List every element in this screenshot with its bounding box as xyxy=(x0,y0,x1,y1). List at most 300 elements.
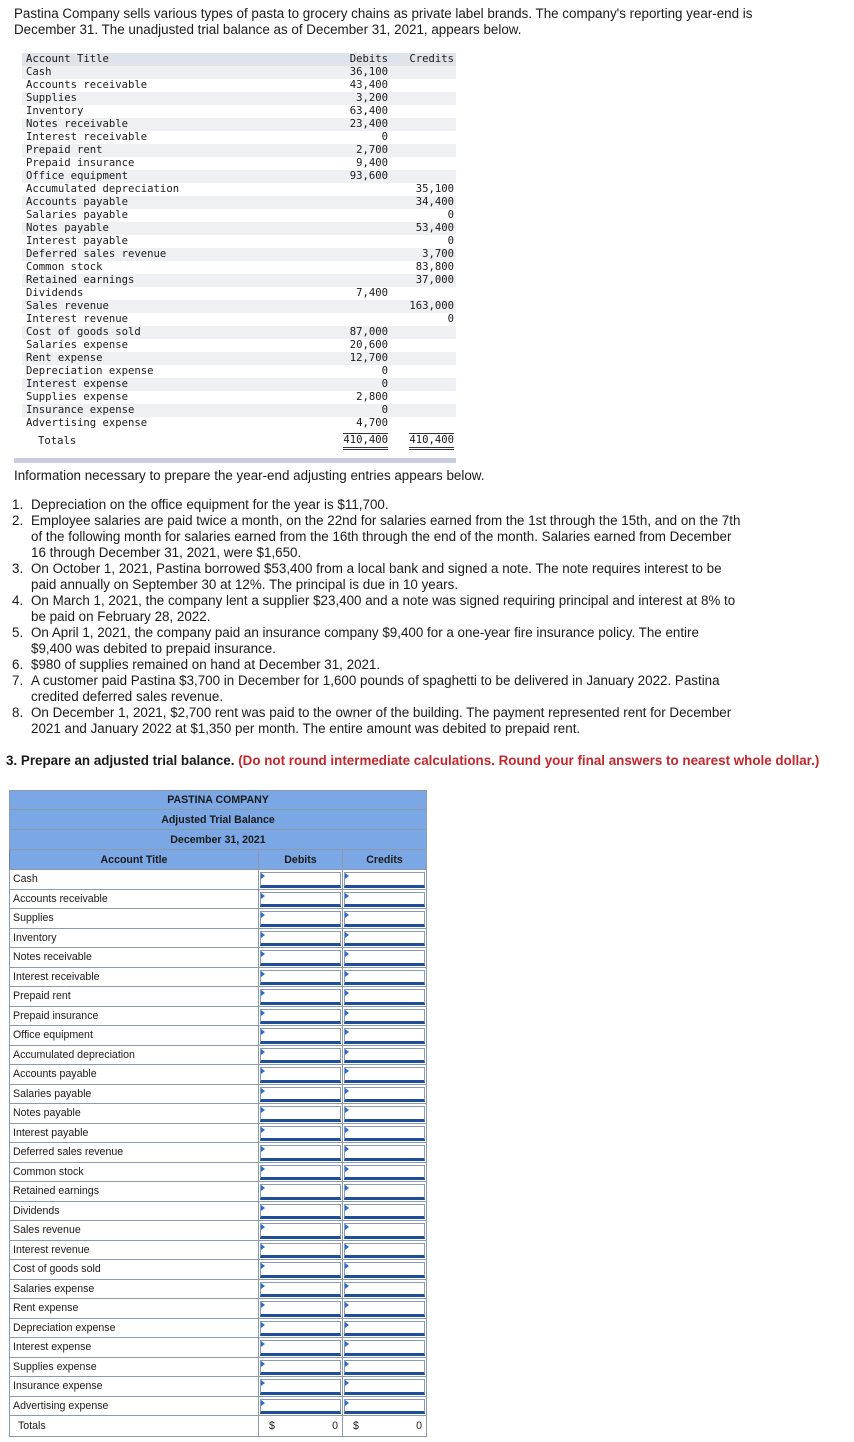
item-number: 4. xyxy=(12,593,24,608)
total-debits-value: 0 xyxy=(332,1420,338,1432)
item-number: 7. xyxy=(12,673,24,688)
credit-input[interactable] xyxy=(344,1204,425,1220)
credit-amount xyxy=(390,118,456,131)
cell-marker-icon xyxy=(345,1166,349,1172)
debit-input[interactable] xyxy=(260,1009,341,1025)
account-select[interactable]: Accounts payable xyxy=(10,1065,259,1085)
debit-amount: 4,700 xyxy=(356,417,388,429)
credit-amount xyxy=(390,131,456,144)
cell-marker-icon xyxy=(261,1380,265,1386)
unadjusted-row xyxy=(22,261,456,274)
cell-marker-icon xyxy=(345,893,349,899)
adjustment-info-item xyxy=(12,561,742,593)
adjusted-row xyxy=(10,870,427,890)
item-text: On October 1, 2021, Pastina borrowed $53,400 from a local bank and signed a note. The note requires interest to be paid annually on September 30 at 12%. The principal is due in 10 years. xyxy=(31,561,722,592)
adjusted-row xyxy=(10,1240,427,1260)
unadjusted-row xyxy=(22,79,456,92)
credit-input[interactable] xyxy=(344,931,425,947)
unadjusted-row xyxy=(22,196,456,209)
cell-marker-icon xyxy=(261,1322,265,1328)
cell-marker-icon xyxy=(345,1380,349,1386)
adjusted-row xyxy=(10,1396,427,1416)
account-name: Prepaid rent xyxy=(22,144,328,157)
account-name: Interest payable xyxy=(26,235,129,247)
unadjusted-row xyxy=(22,144,456,157)
account-select[interactable]: Accumulated depreciation xyxy=(10,1045,259,1065)
account-select[interactable]: Retained earnings xyxy=(10,1182,259,1202)
account-select[interactable]: Rent expense xyxy=(10,1299,259,1319)
debit-amount: 2,800 xyxy=(356,391,388,403)
credit-input[interactable] xyxy=(344,1340,425,1356)
unadjusted-row xyxy=(22,183,456,196)
account-select[interactable]: Cost of goods sold xyxy=(10,1260,259,1280)
total-credits: 410,400 xyxy=(409,433,454,450)
credit-input[interactable] xyxy=(344,892,425,908)
credit-amount xyxy=(390,66,456,79)
cell-marker-icon xyxy=(345,1361,349,1367)
debits-header: Debits xyxy=(328,53,390,66)
adjusted-row xyxy=(10,1338,427,1358)
item-number: 3. xyxy=(12,561,24,576)
unadjusted-row xyxy=(22,391,456,404)
cell-marker-icon xyxy=(261,1010,265,1016)
cell-marker-icon xyxy=(345,1068,349,1074)
account-title-header: Account Title xyxy=(22,53,328,66)
adjusted-row xyxy=(10,987,427,1007)
unadjusted-row xyxy=(22,339,456,352)
cell-marker-icon xyxy=(345,1302,349,1308)
account-select[interactable]: Advertising expense xyxy=(10,1396,259,1416)
cell-marker-icon xyxy=(261,1400,265,1406)
debit-amount: 63,400 xyxy=(349,105,388,117)
cell-marker-icon xyxy=(345,990,349,996)
credit-amount xyxy=(390,170,456,183)
credit-input[interactable] xyxy=(344,1360,425,1376)
account-name: Deferred sales revenue xyxy=(22,248,328,261)
account-name: Interest revenue xyxy=(26,313,129,325)
account-name: Supplies expense xyxy=(26,391,129,403)
credit-input[interactable] xyxy=(344,1126,425,1142)
cell-marker-icon xyxy=(261,1205,265,1211)
cell-marker-icon xyxy=(261,1166,265,1172)
account-select[interactable]: Interest receivable xyxy=(10,967,259,987)
account-name: Common stock xyxy=(26,261,103,273)
account-select[interactable]: Notes payable xyxy=(10,1104,259,1124)
statement-title: Adjusted Trial Balance xyxy=(10,810,427,830)
unadjusted-row xyxy=(22,222,456,235)
account-select[interactable]: Insurance expense xyxy=(10,1377,259,1397)
cell-marker-icon xyxy=(345,1322,349,1328)
requirement-note: (Do not round intermediate calculations. Round your final answers to nearest whole dollar.) xyxy=(238,753,820,768)
account-select[interactable]: Salaries payable xyxy=(10,1084,259,1104)
unadjusted-row xyxy=(22,300,456,313)
debit-amount: 93,600 xyxy=(328,170,390,183)
cell-marker-icon xyxy=(345,1244,349,1250)
cell-marker-icon xyxy=(261,1341,265,1347)
debit-input[interactable] xyxy=(260,1321,341,1337)
total-debits: 410,400 xyxy=(343,433,388,450)
cell-marker-icon xyxy=(261,951,265,957)
credit-input[interactable] xyxy=(344,1028,425,1044)
debit-input[interactable] xyxy=(260,1379,341,1395)
debit-input[interactable] xyxy=(260,1087,341,1103)
currency-symbol: $ xyxy=(268,1420,275,1432)
account-name: Salaries expense xyxy=(26,339,129,351)
adjusted-trial-balance-worksheet xyxy=(9,790,427,1437)
cell-marker-icon xyxy=(345,1400,349,1406)
debit-amount xyxy=(328,196,390,209)
account-name: Notes receivable xyxy=(22,118,328,131)
cell-marker-icon xyxy=(261,990,265,996)
cell-marker-icon xyxy=(261,873,265,879)
adjustment-info-item xyxy=(12,497,742,513)
cell-marker-icon xyxy=(345,932,349,938)
credit-amount: 35,100 xyxy=(415,183,454,195)
cell-marker-icon xyxy=(345,873,349,879)
credit-input[interactable] xyxy=(344,1379,425,1395)
credit-input[interactable] xyxy=(344,1321,425,1337)
account-name: Accounts payable xyxy=(22,196,328,209)
adjusted-row xyxy=(10,1201,427,1221)
item-number: 8. xyxy=(12,705,24,720)
debit-amount: 0 xyxy=(381,365,388,377)
unadjusted-row xyxy=(22,209,456,222)
account-title-column-header: Account Title xyxy=(10,850,259,870)
account-name: Interest receivable xyxy=(26,131,148,143)
item-number: 5. xyxy=(12,625,24,640)
debit-input[interactable] xyxy=(260,1204,341,1220)
adjustment-info-item xyxy=(12,513,742,561)
debit-amount xyxy=(328,209,390,222)
account-name: Advertising expense xyxy=(26,417,148,429)
debit-amount xyxy=(328,248,390,261)
adjusted-row xyxy=(10,1357,427,1377)
debit-amount: 43,400 xyxy=(349,79,388,91)
account-select[interactable]: Supplies expense xyxy=(10,1357,259,1377)
company-name: PASTINA COMPANY xyxy=(10,791,427,810)
debit-input[interactable] xyxy=(260,1184,341,1200)
cell-marker-icon xyxy=(261,1107,265,1113)
adjusted-row xyxy=(10,1221,427,1241)
account-name: Supplies xyxy=(22,92,328,105)
debit-amount: 0 xyxy=(328,404,390,417)
cell-marker-icon xyxy=(261,1049,265,1055)
debits-column-header: Debits xyxy=(258,850,342,870)
cell-marker-icon xyxy=(345,1185,349,1191)
adjusted-row xyxy=(10,1006,427,1026)
item-text: A customer paid Pastina $3,700 in December for 1,600 pounds of spaghetti to be delivered in January 2022. Pastina credited deferred sales revenue. xyxy=(31,673,720,704)
account-name: Retained earnings xyxy=(22,274,328,287)
debit-input[interactable] xyxy=(260,1048,341,1064)
credits-column-header: Credits xyxy=(342,850,426,870)
debit-input[interactable] xyxy=(260,1243,341,1259)
credit-input[interactable] xyxy=(344,950,425,966)
debit-input[interactable] xyxy=(260,950,341,966)
adjusted-row xyxy=(10,1377,427,1397)
cell-marker-icon xyxy=(345,1127,349,1133)
credit-input[interactable] xyxy=(344,1106,425,1122)
adjusted-row xyxy=(10,1299,427,1319)
credit-input[interactable] xyxy=(344,872,425,888)
debit-input[interactable] xyxy=(260,1067,341,1083)
unadjusted-row xyxy=(22,105,456,118)
credit-amount: 37,000 xyxy=(390,274,456,287)
credit-input[interactable] xyxy=(344,1145,425,1161)
account-name: Insurance expense xyxy=(22,404,328,417)
credit-input[interactable] xyxy=(344,970,425,986)
credit-amount: 3,700 xyxy=(390,248,456,261)
account-select[interactable]: Inventory xyxy=(10,928,259,948)
item-text: $980 of supplies remained on hand at December 31, 2021. xyxy=(31,657,381,672)
cell-marker-icon xyxy=(261,1127,265,1133)
cell-marker-icon xyxy=(261,1088,265,1094)
cell-marker-icon xyxy=(261,1263,265,1269)
credit-amount xyxy=(390,144,456,157)
unadjusted-row xyxy=(22,404,456,417)
account-name: Interest expense xyxy=(22,378,328,391)
account-select[interactable]: Supplies xyxy=(10,909,259,929)
account-select[interactable]: Prepaid rent xyxy=(10,987,259,1007)
account-name: Inventory xyxy=(26,105,84,117)
account-name: Cash xyxy=(22,66,328,79)
unadjusted-row xyxy=(22,248,456,261)
debit-amount xyxy=(328,274,390,287)
cell-marker-icon xyxy=(345,1341,349,1347)
account-select[interactable]: Interest revenue xyxy=(10,1240,259,1260)
adjusted-row xyxy=(10,1045,427,1065)
account-select[interactable]: Interest payable xyxy=(10,1123,259,1143)
credit-amount: 163,000 xyxy=(390,300,456,313)
cell-marker-icon xyxy=(345,1010,349,1016)
totals-label: Totals xyxy=(22,430,328,450)
adjusted-row xyxy=(10,1143,427,1163)
credit-amount: 0 xyxy=(447,235,454,247)
debit-amount: 20,600 xyxy=(349,339,388,351)
credit-input[interactable] xyxy=(344,911,425,927)
debit-input[interactable] xyxy=(260,911,341,927)
account-name: Depreciation expense xyxy=(26,365,154,377)
credit-input[interactable] xyxy=(344,1184,425,1200)
debit-input[interactable] xyxy=(260,1301,341,1317)
account-name: Accumulated depreciation xyxy=(26,183,180,195)
account-name: Cost of goods sold xyxy=(22,326,328,339)
debit-amount xyxy=(328,261,390,274)
unadjusted-row xyxy=(22,118,456,131)
adjusted-row xyxy=(10,1123,427,1143)
adjusted-row xyxy=(10,1162,427,1182)
credit-amount: 0 xyxy=(447,209,454,221)
adjusted-row xyxy=(10,928,427,948)
credit-amount xyxy=(390,339,456,352)
adjustment-info-item xyxy=(12,673,742,705)
unadjusted-row xyxy=(22,170,456,183)
debit-input[interactable] xyxy=(260,1340,341,1356)
debit-amount: 0 xyxy=(328,378,390,391)
debit-input[interactable] xyxy=(260,1399,341,1415)
adjustment-info-item xyxy=(12,705,742,737)
unadjusted-row xyxy=(22,352,456,365)
credit-amount xyxy=(390,391,456,404)
cell-marker-icon xyxy=(345,1283,349,1289)
adjusted-row xyxy=(10,1104,427,1124)
adjusted-row xyxy=(10,909,427,929)
cell-marker-icon xyxy=(261,1244,265,1250)
credit-input[interactable] xyxy=(344,1301,425,1317)
adjusted-totals-row xyxy=(10,1416,427,1437)
adjusted-row xyxy=(10,1065,427,1085)
account-select[interactable]: Accounts receivable xyxy=(10,889,259,909)
credit-input[interactable] xyxy=(344,989,425,1005)
unadjusted-trial-balance xyxy=(22,53,456,450)
item-text: Depreciation on the office equipment for the year is $11,700. xyxy=(31,497,389,512)
unadjusted-row xyxy=(22,157,456,170)
cell-marker-icon xyxy=(261,1185,265,1191)
cell-marker-icon xyxy=(345,912,349,918)
debit-input[interactable] xyxy=(260,1028,341,1044)
account-name: Dividends xyxy=(26,287,84,299)
credit-input[interactable] xyxy=(344,1282,425,1298)
item-number: 2. xyxy=(12,513,24,528)
adjusted-row xyxy=(10,1084,427,1104)
account-select[interactable]: Interest expense xyxy=(10,1338,259,1358)
info-heading: Information necessary to prepare the year-end adjusting entries appears below. xyxy=(14,468,485,483)
credit-input[interactable] xyxy=(344,1262,425,1278)
debit-amount: 2,700 xyxy=(328,144,390,157)
adjustment-info-item xyxy=(12,593,742,625)
credit-input[interactable] xyxy=(344,1067,425,1083)
cell-marker-icon xyxy=(261,1029,265,1035)
account-select[interactable]: Notes receivable xyxy=(10,948,259,968)
unadjusted-row xyxy=(22,274,456,287)
account-select[interactable]: Depreciation expense xyxy=(10,1318,259,1338)
cell-marker-icon xyxy=(261,1224,265,1230)
cell-marker-icon xyxy=(261,893,265,899)
currency-symbol: $ xyxy=(352,1420,359,1432)
debit-input[interactable] xyxy=(260,1126,341,1142)
debit-input[interactable] xyxy=(260,1145,341,1161)
credits-header: Credits xyxy=(390,53,456,66)
account-name: Accounts receivable xyxy=(26,79,148,91)
unadjusted-row xyxy=(22,417,456,430)
debit-input[interactable] xyxy=(260,989,341,1005)
debit-input[interactable] xyxy=(260,892,341,908)
credit-input[interactable] xyxy=(344,1048,425,1064)
unadjusted-row xyxy=(22,235,456,248)
account-name: Office equipment xyxy=(22,170,328,183)
adjustment-info-item xyxy=(12,625,742,657)
credit-amount xyxy=(390,157,456,170)
item-number: 1. xyxy=(12,497,24,512)
account-select[interactable]: Office equipment xyxy=(10,1026,259,1046)
debit-input[interactable] xyxy=(260,1262,341,1278)
requirement-text xyxy=(6,753,819,768)
totals-label: Totals xyxy=(10,1416,259,1437)
cell-marker-icon xyxy=(345,1049,349,1055)
debit-amount: 7,400 xyxy=(356,287,388,299)
credit-amount: 0 xyxy=(447,313,454,325)
debit-amount: 23,400 xyxy=(328,118,390,131)
credit-input[interactable] xyxy=(344,1087,425,1103)
account-select[interactable]: Common stock xyxy=(10,1162,259,1182)
item-text: On December 1, 2021, $2,700 rent was paid to the owner of the building. The payment represented rent for December 2021 and January 2022 at $1,350 per month. The entire amount was debited to prepaid rent. xyxy=(31,705,732,736)
debit-input[interactable] xyxy=(260,1223,341,1239)
cell-marker-icon xyxy=(345,1146,349,1152)
adjusted-row xyxy=(10,1182,427,1202)
cell-marker-icon xyxy=(345,1107,349,1113)
debit-amount: 87,000 xyxy=(328,326,390,339)
item-text: On April 1, 2021, the company paid an insurance company $9,400 for a one-year fire insurance policy. The entire $9,400 was debited to prepaid insurance. xyxy=(31,625,699,656)
account-select[interactable]: Dividends xyxy=(10,1201,259,1221)
debit-amount xyxy=(328,313,390,326)
statement-date: December 31, 2021 xyxy=(10,830,427,850)
credit-amount xyxy=(390,79,456,92)
account-select[interactable]: Cash xyxy=(10,870,259,890)
cell-marker-icon xyxy=(261,932,265,938)
debit-input[interactable] xyxy=(260,1360,341,1376)
adjusted-row xyxy=(10,1026,427,1046)
account-select[interactable]: Deferred sales revenue xyxy=(10,1143,259,1163)
debit-input[interactable] xyxy=(260,1282,341,1298)
debit-amount: 36,100 xyxy=(328,66,390,79)
credit-input[interactable] xyxy=(344,1165,425,1181)
credit-amount xyxy=(390,92,456,105)
credit-input[interactable] xyxy=(344,1223,425,1239)
debit-amount: 9,400 xyxy=(356,157,388,169)
account-select[interactable]: Salaries expense xyxy=(10,1279,259,1299)
credit-amount: 53,400 xyxy=(390,222,456,235)
credit-amount xyxy=(390,105,456,118)
debit-input[interactable] xyxy=(260,872,341,888)
credit-amount xyxy=(390,417,456,430)
adjustment-info-item xyxy=(12,657,742,673)
intro-paragraph: Pastina Company sells various types of pasta to grocery chains as private label brands. The company's reporting year-end is December 31. The unadjusted trial balance as of December 31, 2021, appears below. xyxy=(14,6,753,37)
credit-input[interactable] xyxy=(344,1243,425,1259)
account-select[interactable]: Prepaid insurance xyxy=(10,1006,259,1026)
debit-input[interactable] xyxy=(260,931,341,947)
cell-marker-icon xyxy=(345,1224,349,1230)
credit-input[interactable] xyxy=(344,1009,425,1025)
cell-marker-icon xyxy=(345,951,349,957)
account-name: Prepaid insurance xyxy=(26,157,135,169)
credit-amount: 34,400 xyxy=(390,196,456,209)
debit-input[interactable] xyxy=(260,1165,341,1181)
adjusted-row xyxy=(10,948,427,968)
credit-amount xyxy=(390,352,456,365)
account-name: Rent expense xyxy=(22,352,328,365)
credit-amount xyxy=(390,404,456,417)
debit-amount xyxy=(328,300,390,313)
item-text: On March 1, 2021, the company lent a supplier $23,400 and a note was signed requiring principal and interest at 8% to be paid on February 28, 2022. xyxy=(31,593,736,624)
cell-marker-icon xyxy=(345,1088,349,1094)
unadjusted-row xyxy=(22,378,456,391)
account-select[interactable]: Sales revenue xyxy=(10,1221,259,1241)
unadjusted-header-row xyxy=(22,53,456,66)
unadjusted-totals-row xyxy=(22,430,456,450)
credit-input[interactable] xyxy=(344,1399,425,1415)
debit-amount: 3,200 xyxy=(328,92,390,105)
credit-amount xyxy=(390,378,456,391)
cell-marker-icon xyxy=(345,1205,349,1211)
adjusted-row xyxy=(10,1318,427,1338)
debit-amount xyxy=(328,183,390,196)
debit-amount xyxy=(328,222,390,235)
debit-input[interactable] xyxy=(260,1106,341,1122)
section-divider xyxy=(14,458,456,463)
unadjusted-row xyxy=(22,365,456,378)
unadjusted-row xyxy=(22,92,456,105)
debit-input[interactable] xyxy=(260,970,341,986)
total-credits-value: 0 xyxy=(416,1420,422,1432)
